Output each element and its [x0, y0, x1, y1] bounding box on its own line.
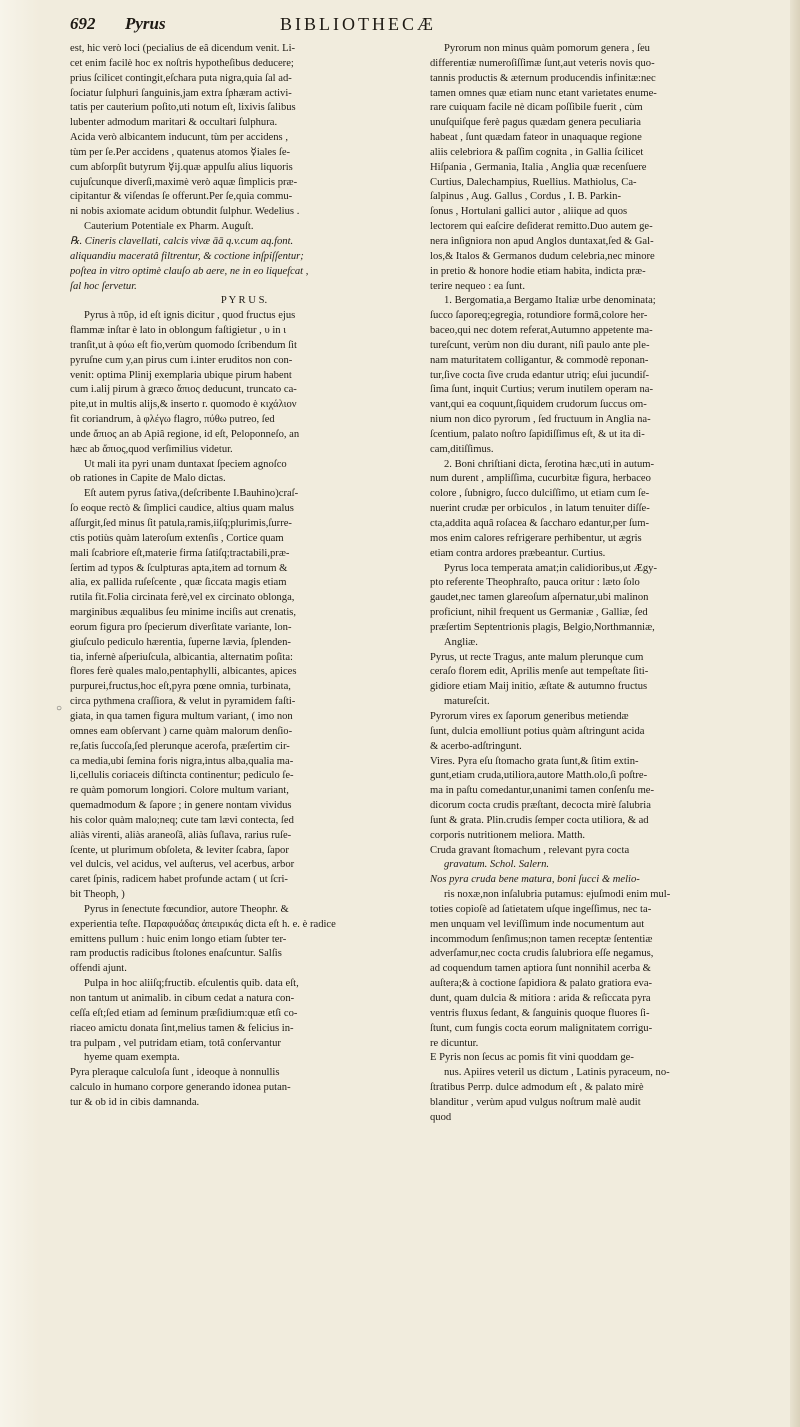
- text-line: aſſurgit,ſed minus ſit patula,ramis,iiſq;plurimis,ſurre-: [70, 518, 292, 529]
- text-line: giuſculo pediculo hærentia, ſuperne lævia, ſplenden-: [70, 636, 291, 648]
- text-line: ℞. Cineris clavellati, calcis vivæ āā q.v.cum aq.font.: [70, 235, 294, 247]
- text-line: tùm per ſe.Per accidens , quatenus atomos ☿iales ſe-: [70, 146, 291, 158]
- text-line: quemadmodum & ſapore ; in genere nontam vividus: [70, 800, 292, 812]
- text-line: ſucco ſaporeq;egregia, rotundiore formâ,colore her-: [430, 310, 648, 322]
- text-line: omnes eam obſervant ) carne quàm malorum denſio-: [70, 725, 293, 737]
- text-line: alia, ex pallida ruſeſcente , quæ ſiccata magis etiam: [70, 577, 287, 589]
- text-line: Pyrorum non minus quàm pomorum genera , ſeu: [444, 43, 650, 54]
- text-line: colore , ſubnigro, ſucco dulciſſimo, ut etiam cum ſe-: [430, 488, 650, 500]
- left-text-column: [70, 42, 418, 1111]
- text-line: tureſcunt, verùm non diu durant, niſi paulo ante ple-: [430, 339, 650, 351]
- text-line: præſertim Septentrionis plagis, Belgio,Northmanniæ,: [430, 621, 655, 633]
- text-line: emittens pullum : huic enim longo etiam ſubter ter-: [70, 933, 287, 945]
- text-line: habeat , ſunt quædam fateor in unaquaque regione: [430, 132, 642, 144]
- text-line: lectorem qui eaſcire deſiderat remitto.Duo autem ge-: [430, 221, 653, 233]
- text-line: Pyrus loca temperata amat;in calidioribus,ut Ægy-: [444, 562, 657, 574]
- text-line: rutila fit.Folia circinata ferè,vel ex circinato oblonga,: [70, 592, 295, 604]
- text-line: calculo in humano corpore generando idonea putan-: [70, 1082, 291, 1094]
- text-line: gaudet,nec tamen glareoſum aſpernatur,ubi malinon: [430, 592, 649, 604]
- text-line: Vires. Pyra eſu ſtomacho grata ſunt,& ſitim extin-: [430, 755, 639, 767]
- text-line: tranſit,ut à φύω eſt fio,verùm quomodo ſcribendum ſit: [70, 339, 297, 351]
- text-line: ſonus , Hortulani gallici autor , aliique ad quos: [430, 206, 628, 218]
- page-edge-shadow: [790, 0, 800, 1427]
- text-line: Pyrus, ut recte Tragus, ante malum plerunque cum: [430, 651, 644, 663]
- text-line: hyeme quam exempta.: [84, 1052, 180, 1064]
- text-line: unde ἄπιος an ab Apiâ regione, id eſt, Peloponneſo, an: [70, 428, 300, 440]
- text-line: flammæ inſtar è lato in oblongum faſtigietur , υ in ι: [70, 325, 287, 337]
- text-line: dunt, quam dulcia & mitiora : arida & reſiccata pyra: [430, 993, 651, 1004]
- text-line: Pyrus in ſenectute fœcundior, autore Theophr. &: [84, 903, 289, 915]
- text-line: nera inſigniora non apud Anglos duntaxat,ſed & Gal-: [430, 235, 654, 247]
- text-line: ſunt & grata. Plin.crudis ſemper cocta utiliora, & ad: [430, 814, 649, 826]
- text-line: mos enim calores refrigerare perhibentur, ut ægris: [430, 532, 642, 544]
- text-line: gunt,etiam cruda,utiliora,autore Matth.olo,ſi poſtre-: [430, 770, 648, 782]
- text-line: baceo,qui nec dotem referat,Autumno appetente ma-: [430, 325, 653, 337]
- text-line: vant,qui ea coquunt,ſiquidem crudorum ſuccus om-: [430, 399, 647, 411]
- text-line: in pretio & honore hodie etiam habita, indicta præ-: [430, 265, 646, 277]
- text-line: Pyra pleraque calculoſa ſunt , ideoque à nonnullis: [70, 1067, 280, 1079]
- text-line: ſcente, ut plurimum obſoleta, & leviter ſcabra, ſapor: [70, 844, 289, 856]
- text-line: ſertim ad typos & ſculpturas apta,item ad tornum &: [70, 562, 288, 574]
- text-line: dicorum cocta crudis præſtant, decocta mirè ſalubria: [430, 800, 651, 812]
- text-line: ſcentium, palato noſtro ſapidiſſimus eſt, & ut ita di-: [430, 428, 645, 440]
- text-line: pyruſne cum y,an pirus cum i.inter eruditos non con-: [70, 354, 293, 366]
- text-line: cet enim facilè hoc ex noſtris hypotheſibus deducere;: [70, 57, 294, 69]
- text-line: ſtratibus Perrp. dulce admodum eſt , & palato mirè: [430, 1082, 644, 1094]
- text-line: etiam contra ardores præbeantur. Curtius.: [430, 547, 606, 559]
- text-line: vel dulcis, vel acidus, vel auſterus, vel acerbus, arbor: [70, 859, 295, 871]
- text-line: offendi ajunt.: [70, 963, 127, 975]
- text-line: gidiore etiam Maij initio, æſtate & autumno fructus: [430, 681, 648, 693]
- text-line: riaceo amictu donata ſint,melius tamen & felicius in-: [70, 1022, 294, 1034]
- text-line: mali ſcabriore eſt,materie firma ſatiſq;tractabili,præ-: [70, 547, 290, 559]
- text-line: tur,ſive cocta ſive cruda edantur utriq; eſui jucundiſ-: [430, 369, 650, 381]
- text-line: Curtius, Dalechampius, Ruellius. Mathiolus, Ca-: [430, 176, 637, 188]
- text-line: circa pythmena craſſiora, & velut in pyramidem faſti-: [70, 696, 296, 708]
- text-line: his color quàm malo;neq; cute tam lævi contecta, ſed: [70, 814, 294, 826]
- text-line: ſima ſunt, inquit Curtius; verum inutilem operam na-: [430, 384, 654, 396]
- text-line: cum i.alij pirum à græco ἄπιος deducunt, truncato ca-: [70, 384, 297, 396]
- text-line: giata, in qua tamen figura multum variant, ( imo non: [70, 710, 293, 722]
- text-line: adverſamur,nec cocta crudis ſalubriora eſſe negamus,: [430, 948, 654, 960]
- text-line: Angliæ.: [444, 636, 478, 648]
- text-line: ſtunt, cum fungis cocta eorum malignitatem corrigu-: [430, 1022, 653, 1034]
- text-line: ram productis radicibus ſtolones enaſcuntur. Salſis: [70, 948, 282, 960]
- text-line: ſo eoque rectò & ſimplici caudice, altius quam malus: [70, 503, 294, 515]
- text-line: bit Theoph, ): [70, 889, 125, 901]
- text-line: ſalpinus , Aug. Gallus , Cordus , I. B. Parkin-: [430, 191, 621, 203]
- text-line: venit: optima Plinij exemplaria ubique pirum habent: [70, 369, 292, 381]
- page-number: 692: [70, 14, 96, 33]
- text-line: caret ſpinis, radicem habet profunde actam ( ut ſcri-: [70, 874, 288, 886]
- text-line: pto referente Theophraſto, pauca oritur : læto ſolo: [430, 577, 640, 589]
- text-line: prius ſcilicet contingit,eſchara puta nigra,quia ſal ad-: [70, 72, 292, 84]
- text-line: corporis nutritionem meliora. Matth.: [430, 829, 586, 841]
- text-line: non tantum ut animalib. in cibum cedat a natura con-: [70, 993, 295, 1004]
- text-line: tamen omnes quæ etiam nunc etant varietates enume-: [430, 87, 657, 99]
- text-line: Pulpa in hoc aliiſq;fructib. eſculentis quib. data eſt,: [84, 978, 299, 990]
- text-line: experientia teſte. Παραφυάδας ἀπειρικάς dicta eſt h. e. è radice: [70, 918, 336, 930]
- text-line: incommodum ſenſimus;non tamen receptæ ſententiæ: [430, 933, 653, 945]
- text-line: 2. Boni chriſtiani dicta, ſerotina hæc,uti in autum-: [444, 458, 655, 470]
- text-line: pite,ut in multis alijs,& inserto r. quomodo è κιχάλιον: [70, 399, 297, 411]
- text-line: quod: [430, 1111, 452, 1123]
- text-line: ad coquendum tamen aptiora ſunt nonnihil acerba &: [430, 963, 651, 975]
- text-line: ſociatur ſulphuri ſanguinis,jam extra ſphæram activi-: [70, 87, 292, 99]
- text-line: flores ferè quales malo,pentaphylli, albicantes, apices: [70, 666, 297, 678]
- text-line: ob rationes in Capite de Malo dictas.: [70, 473, 226, 485]
- right-text-column: [430, 42, 787, 1126]
- text-line: 1. Bergomatia,a Bergamo Italiæ urbe denominata;: [444, 295, 656, 307]
- text-line: ctis potiùs quàm lateroſum extenſis , Cortice quam: [70, 532, 284, 544]
- margin-mark-icon: ○: [56, 703, 63, 714]
- text-line: ris noxæ,non inſalubria putamus: ejuſmodi enim mul-: [444, 889, 671, 901]
- text-line: Nos pyra cruda bene matura, boni ſucci & melio-: [430, 874, 640, 886]
- text-line: rare cuiquam facile nè dicam poſſibile fuerit , cùm: [430, 102, 643, 114]
- text-line: gravatum. Schol. Salern.: [444, 859, 550, 871]
- text-line: aliquandiu maceratâ filtrentur, & coctione inſpiſſentur;: [70, 250, 304, 262]
- book-title: BIBLIOTHECÆ: [280, 14, 436, 34]
- text-line: matureſcit.: [444, 696, 490, 708]
- text-line: Pyrorum vires ex ſaporum generibus metiendæ: [430, 710, 629, 722]
- text-line: nium non dico pyrorum , ſed fructuum in Anglia na-: [430, 414, 651, 426]
- text-line: ſal hoc ſervetur.: [70, 280, 137, 292]
- text-line: num durent , ampliſſima, cucurbitæ figura, herbaceo: [430, 473, 651, 485]
- text-line: proficiunt, nihil frequent us Germaniæ , Galliæ, ſed: [430, 607, 648, 619]
- text-line: ventris fluxus ſedant, & ſanguinis quoque fluores ſi-: [430, 1007, 650, 1019]
- text-line: hæc ab ἄπιος,quod verſimilius videtur.: [70, 443, 233, 455]
- text-line: cipitantur & viſendas ſe offerunt.Per ſe,quia commu-: [70, 191, 293, 203]
- text-line: marginibus æqualibus ſeu minime inciſis aut crenatis,: [70, 607, 297, 619]
- text-line: poſtea in vitro optimè clauſo ab aere, ne in eo liquefcat ,: [70, 265, 309, 277]
- text-line: toties copioſè ad ſatietatem uſque ingeſſimus, nec ta-: [430, 903, 652, 915]
- text-line: ni nobis axiomate acidum obtundit ſulphur. Wedelius .: [70, 206, 300, 218]
- text-line: cam,ditiſſimus.: [430, 443, 494, 455]
- text-line: men unquam vel leviſſimum inde nocumentum aut: [430, 918, 645, 930]
- text-line: cum abſorpſit butyrum ☿ij.quæ appulſu alius liquoris: [70, 161, 293, 173]
- text-line: est, hic verò loci (pecialius de eâ dicendum venit. Li-: [70, 43, 296, 54]
- text-line: tannis productis & æternum producendis infinitæ:nec: [430, 72, 656, 84]
- text-line: cta,addita aquâ roſacea & ſaccharo edantur,per ſum-: [430, 518, 649, 529]
- text-line: los,& Italos & Germanos dudum celebria,nec minore: [430, 250, 655, 262]
- text-line: E Pyris non ſecus ac pomis fit vini quoddam ge-: [430, 1052, 634, 1064]
- text-line: unuſquiſque ferè pagus quædam genera peculiaria: [430, 117, 641, 129]
- text-line: Ut mali ita pyri unam duntaxat ſpeciem agnoſco: [84, 458, 287, 470]
- text-line: eorum figura pro ſpecierum diverſitate variante, lon-: [70, 621, 292, 633]
- text-line: P Y R U S.: [220, 295, 268, 307]
- text-line: ca media,ubi ſemina foris nigra,intus alba,qualia ma-: [70, 755, 294, 767]
- text-line: nam maturitatem colligantur, & commodè reponan-: [430, 354, 649, 366]
- text-line: cujuſcunque diverſi,maximè verò aquæ ſimplicis præ-: [70, 176, 298, 188]
- text-line: tur & ob id in cibis damnanda.: [70, 1096, 200, 1108]
- text-line: fit coriandrum, à φλέγω flagro, πύθω putreo, ſed: [70, 414, 275, 426]
- text-line: ſunt, dulcia emolliunt potius quàm aſtringunt acida: [430, 725, 645, 737]
- text-line: nus. Apiires veteril us dictum , Latinis pyraceum, no-: [444, 1067, 670, 1079]
- text-line: nuerint crudæ per orbiculos , in latum tenuiter diſſe-: [430, 503, 650, 515]
- page-gutter: [0, 0, 40, 1427]
- text-line: Hiſpania , Germania, Italia , Anglia quæ recenſuere: [430, 161, 647, 173]
- text-line: Pyrus à πῦρ, id eſt ignis dicitur , quod fructus ejus: [84, 310, 296, 322]
- text-line: tra pulpam , vel putridam etiam, totâ conſervantur: [70, 1037, 281, 1049]
- text-line: ceraſo florem edit, Aprilis menſe aut tempeſtate ſiti-: [430, 666, 649, 678]
- text-line: li,cellulis coriaceis diſtincta continentur; pediculo ſe-: [70, 770, 294, 782]
- text-line: Acida verò albicantem inducunt, tùm per accidens ,: [70, 132, 288, 144]
- text-line: purpurei,fructus,hoc eſt,pyra pœne omnia, turbinata,: [70, 681, 291, 693]
- text-line: auſtera;& à coctione ſapidiora & palato gratiora eva-: [430, 978, 653, 990]
- text-line: tatis per cauterium poſito,uti notum eſt, lixivis ſalibus: [70, 102, 296, 114]
- text-line: Eſt autem pyrus ſativa,(deſcribente I.Bauhino)craſ-: [84, 488, 299, 500]
- text-line: re quàm pomorum longiori. Colore multum variant,: [70, 785, 289, 797]
- text-line: Cauterium Potentiale ex Pharm. Auguſt.: [84, 221, 254, 233]
- text-line: aliàs virenti, aliàs araneoſâ, aliàs ſuſlava, rarius ruſe-: [70, 829, 292, 841]
- text-line: & acerbo-adſtringunt.: [430, 740, 522, 752]
- text-line: ma in paſtu comedantur,unanimi tamen conſenſu me-: [430, 785, 655, 797]
- text-line: tia, infernè aſperiuſcula, albicantia, alternatim poſita:: [70, 651, 293, 663]
- text-line: lubenter admodum maritari & occultari ſulphura.: [70, 117, 278, 129]
- text-line: ceſſa eſt;ſed etiam ad ſeminum præſidium:quæ etſi co-: [70, 1007, 298, 1019]
- text-line: aliis celebriora & paſſim cognita , in Gallia ſcilicet: [430, 146, 644, 158]
- text-line: Cruda gravant ſtomachum , relevant pyra cocta: [430, 844, 630, 856]
- running-head: Pyrus: [125, 14, 166, 33]
- page-header: [70, 14, 790, 38]
- text-line: re dicuntur.: [430, 1037, 479, 1049]
- text-line: differentiæ numeroſiſſimæ ſunt,aut veteris novis quo-: [430, 57, 655, 69]
- text-line: blanditur , verùm apud vulgus noſtrum malè audit: [430, 1096, 641, 1108]
- text-line: terire nequeo : ea ſunt.: [430, 280, 526, 292]
- text-line: re,ſatis ſuccoſa,ſed plerunque acerofa, præſertim cir-: [70, 740, 290, 752]
